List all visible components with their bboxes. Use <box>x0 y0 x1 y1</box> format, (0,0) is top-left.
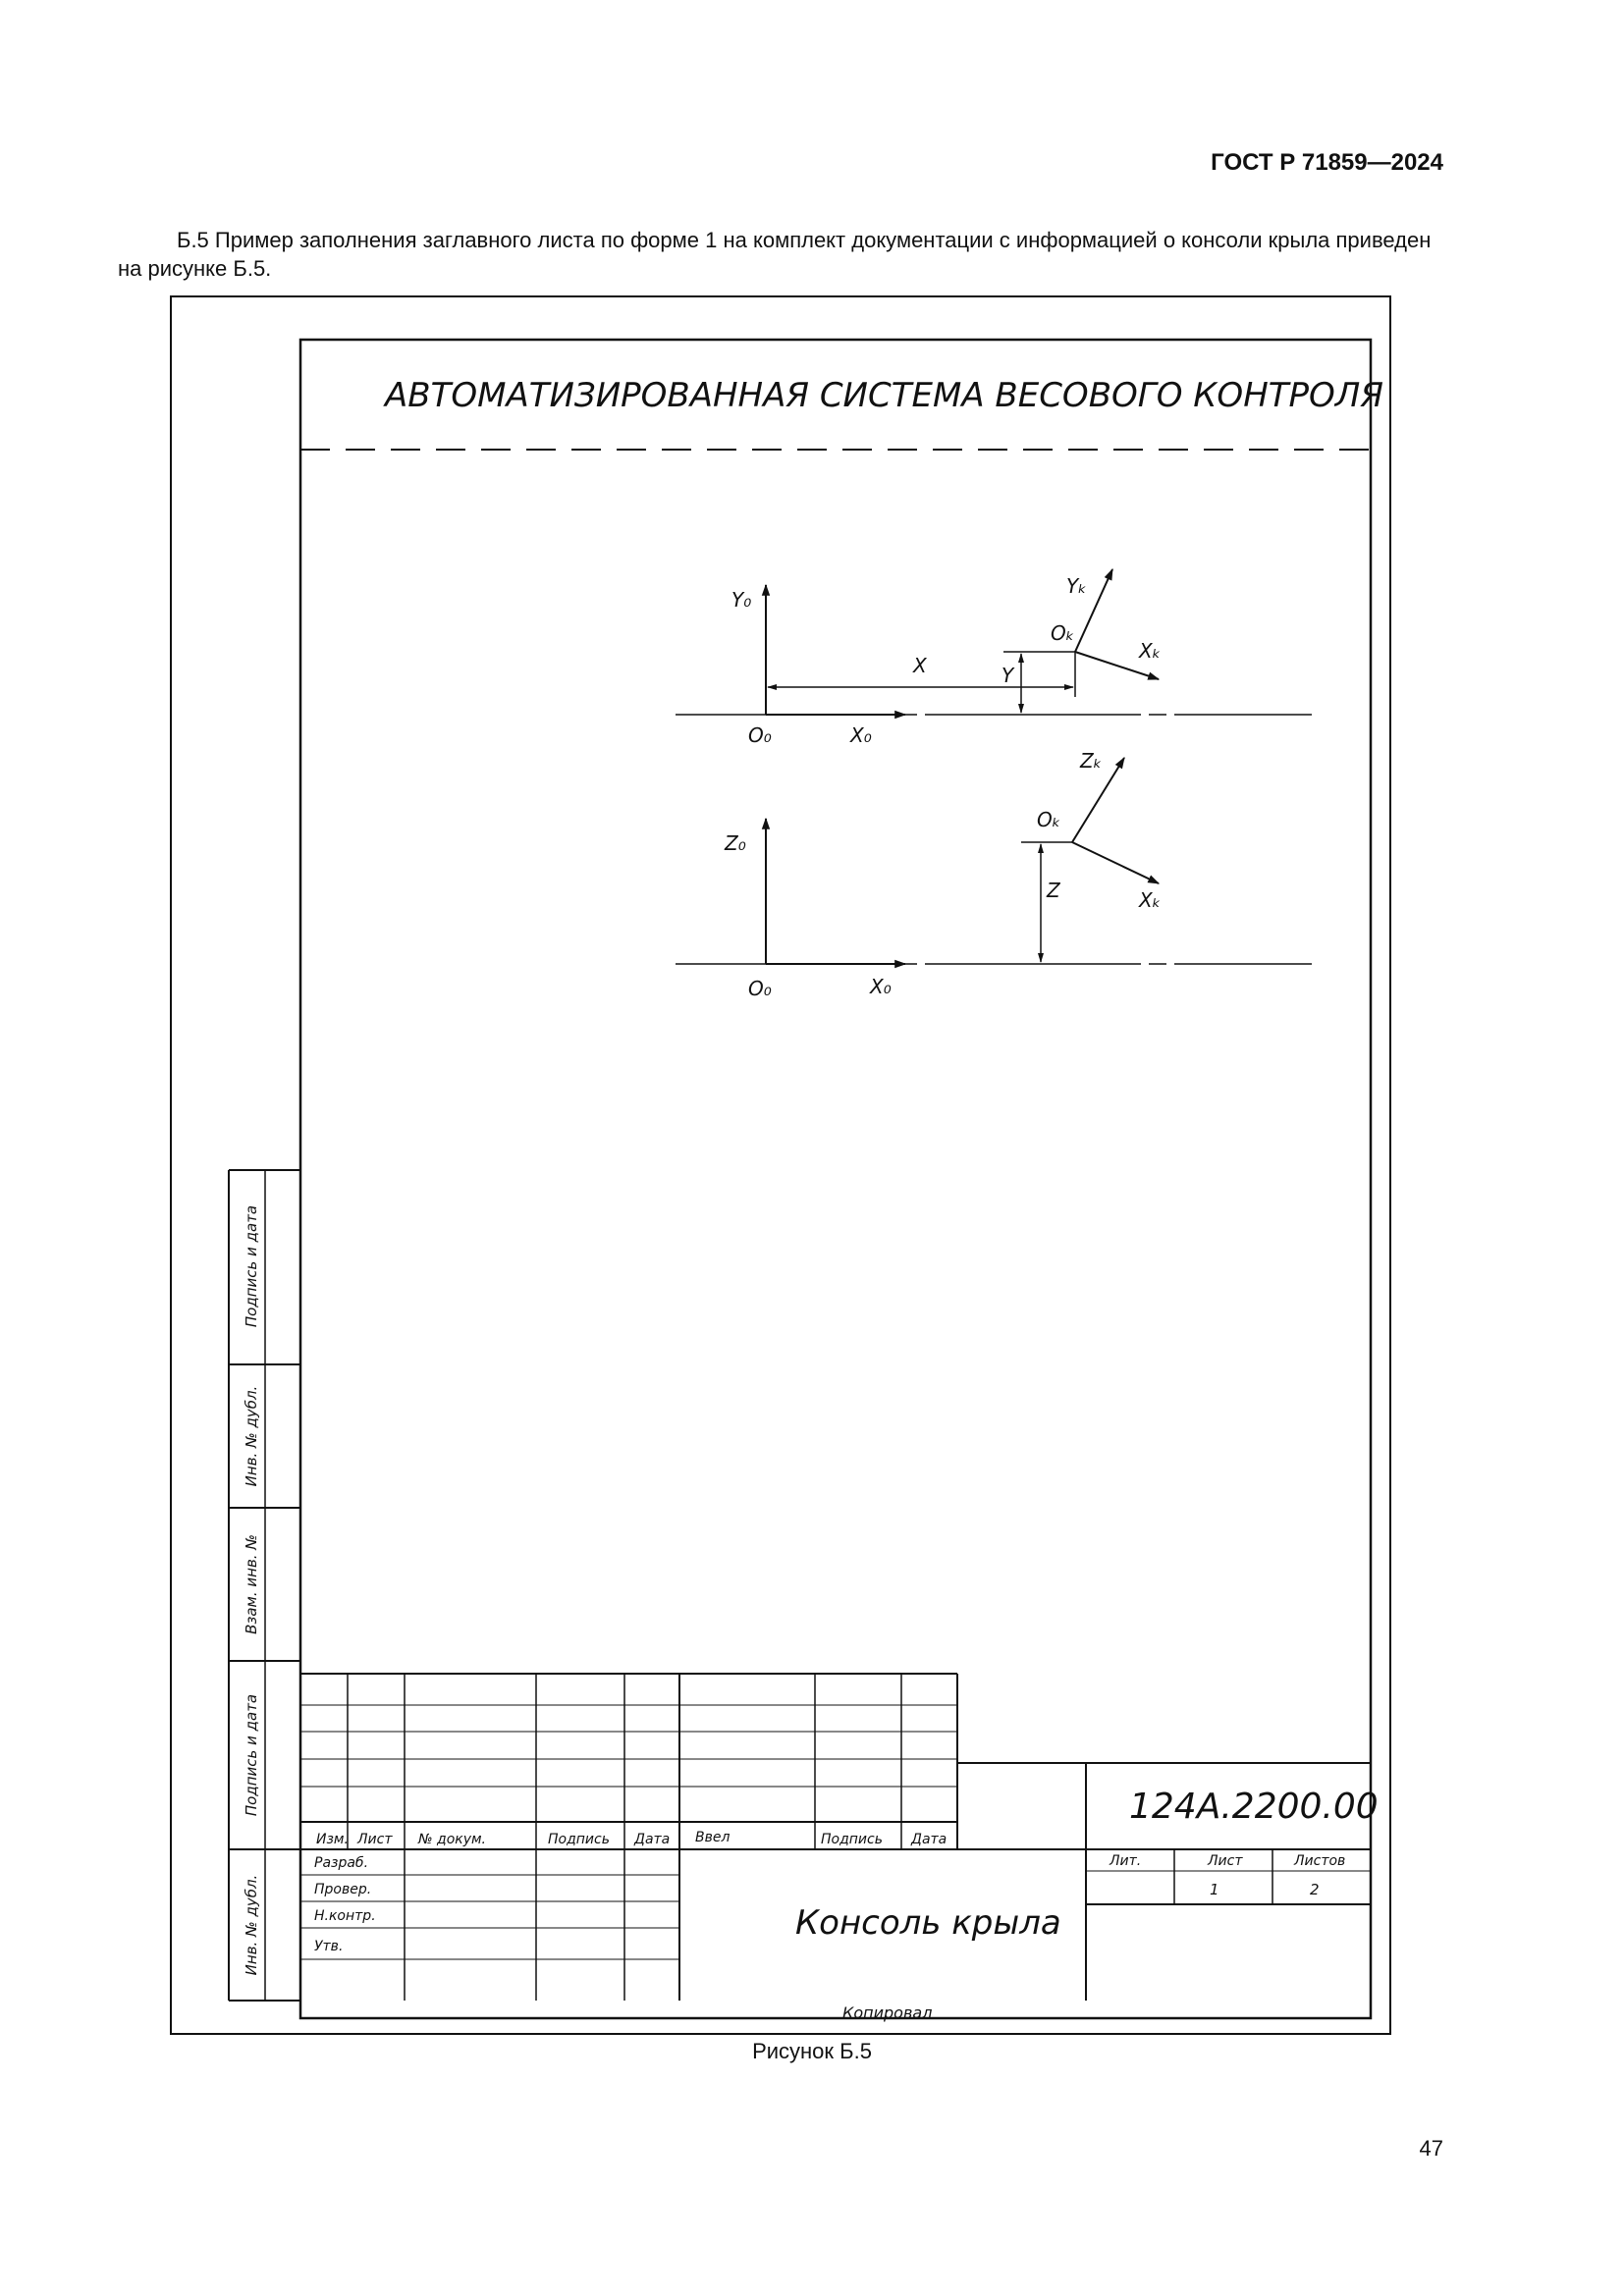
copied-label: Копировал <box>842 2003 933 2022</box>
label-zk: Zₖ <box>1080 749 1103 773</box>
side-view-xk-arrow <box>1072 842 1159 883</box>
label-xk-top: Xₖ <box>1139 639 1162 663</box>
col-doc-number: № докум. <box>418 1832 487 1847</box>
label-x0-side: X₀ <box>870 975 892 998</box>
label-dim-x: X <box>913 654 927 677</box>
inner-frame <box>300 340 1371 2018</box>
col-date-2: Дата <box>911 1832 947 1847</box>
label-o0-side: O₀ <box>748 977 772 1000</box>
col-izm: Изм. <box>316 1832 349 1847</box>
strip-inv-dubl-1: Инв. № дубл. <box>243 1385 260 1487</box>
label-xk-side: Xₖ <box>1139 888 1162 912</box>
figure-caption: Рисунок Б.5 <box>752 2039 872 2063</box>
role-approved: Утв. <box>314 1939 344 1954</box>
label-yk: Yₖ <box>1066 574 1087 598</box>
label-dim-y: Y <box>1001 664 1014 687</box>
col-signature: Подпись <box>548 1832 610 1847</box>
designation: 124А.2200.00 <box>1129 1787 1379 1827</box>
lit-label: Лит. <box>1110 1853 1142 1869</box>
label-ok-side: Oₖ <box>1037 808 1061 831</box>
sheet-label: Лист <box>1208 1853 1243 1869</box>
strip-signature-date-1: Подпись и дата <box>243 1204 260 1328</box>
outer-frame <box>171 296 1390 2034</box>
role-checker: Провер. <box>314 1882 372 1897</box>
role-developer: Разраб. <box>314 1855 369 1871</box>
col-entered: Ввел <box>695 1830 731 1845</box>
col-signature-2: Подпись <box>821 1832 883 1847</box>
sheets-value: 2 <box>1310 1881 1320 1898</box>
col-date: Дата <box>634 1832 671 1847</box>
standard-number: ГОСТ Р 71859—2024 <box>1211 149 1443 176</box>
label-ok-top: Oₖ <box>1051 621 1075 645</box>
intro-paragraph: Б.5 Пример заполнения заглавного листа по форме 1 на комплект документации с информацией о консоли крыла приведен на рисунке Б.5. <box>118 228 1432 281</box>
sheets-label: Листов <box>1294 1853 1346 1869</box>
sheet-value: 1 <box>1210 1881 1219 1898</box>
label-dim-z: Z <box>1047 879 1060 902</box>
strip-vzam-inv: Взам. инв. № <box>243 1534 260 1634</box>
label-y0: Y₀ <box>731 588 752 612</box>
strip-signature-date-2: Подпись и дата <box>243 1693 260 1817</box>
product-name: Консоль крыла <box>795 1903 1061 1943</box>
drawing-heading: АВТОМАТИЗИРОВАННАЯ СИСТЕМА ВЕСОВОГО КОНТРОЛЯ <box>385 376 1383 415</box>
col-list: Лист <box>357 1832 393 1847</box>
page-number: 47 <box>1419 2136 1443 2161</box>
role-norm-control: Н.контр. <box>314 1908 376 1924</box>
label-x0-top: X₀ <box>850 723 872 747</box>
strip-inv-dubl-2: Инв. № дубл. <box>243 1874 260 1976</box>
label-o0-top: O₀ <box>748 723 772 747</box>
label-z0: Z₀ <box>725 831 746 855</box>
